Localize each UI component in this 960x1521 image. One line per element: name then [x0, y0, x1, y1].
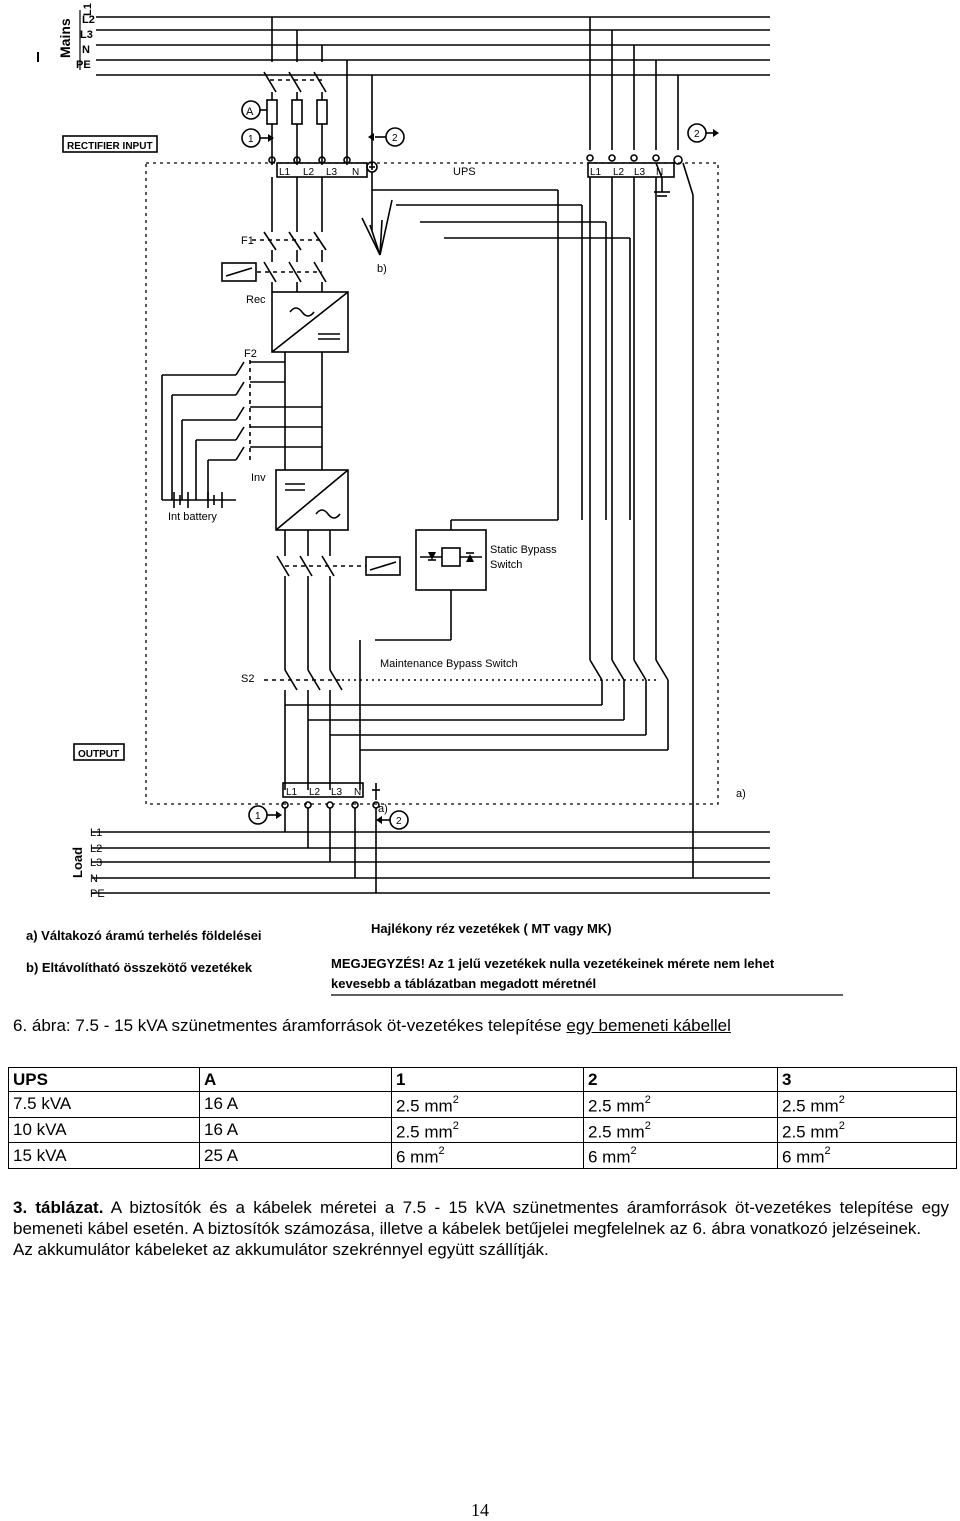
- rectifier-input-label: RECTIFIER INPUT: [67, 141, 153, 152]
- input-switch: [264, 17, 372, 165]
- note-a-label-right: a): [736, 788, 746, 800]
- static-bypass-label-2: Switch: [490, 559, 523, 571]
- bypass-input-switch: [590, 17, 678, 150]
- cell-value: 2.5 mm: [782, 1096, 839, 1116]
- mains-bus: [38, 10, 770, 75]
- legend-a: a) Váltakozó áramú terhelés földelései: [26, 928, 262, 943]
- megjegyzes-line1: MEGJEGYZÉS! Az 1 jelű vezetékek nulla vezetékeinek mérete nem lehet: [331, 956, 775, 971]
- mains-label-pe: PE: [76, 59, 91, 71]
- fuse-cable-table: [8, 1067, 957, 1169]
- terminal-bypass-l3: L3: [634, 167, 646, 178]
- terminal-bypass-n: N: [656, 167, 664, 178]
- page-number: 14: [471, 1500, 489, 1520]
- cell-2: [584, 1092, 778, 1118]
- cell-a: 16 A: [200, 1117, 392, 1143]
- cell-value: 2.5 mm: [782, 1122, 839, 1142]
- bypass-lines: [362, 172, 656, 660]
- header-ups: UPS: [9, 1068, 200, 1092]
- terminal-out-l2: L2: [309, 787, 321, 798]
- rectifier: [272, 292, 348, 352]
- cell-sup: 2: [838, 1119, 845, 1132]
- battery-note: Az akkumulátor kábeleket az akkumulátor szekrénnyel együtt szállítják.: [13, 1240, 549, 1259]
- header-3: 3: [778, 1068, 957, 1092]
- terminal-out-n: N: [354, 787, 362, 798]
- load-label-l2: L2: [90, 843, 103, 855]
- ups-label: UPS: [453, 166, 476, 178]
- load-label-pe: PE: [90, 888, 105, 900]
- output-label: OUTPUT: [78, 749, 120, 760]
- cell-1: [392, 1143, 584, 1169]
- flex-copper-note: Hajlékony réz vezetékek ( MT vagy MK): [371, 921, 612, 936]
- int-battery-label: Int battery: [168, 511, 217, 523]
- marker-2-right: 2: [694, 129, 700, 140]
- cell-3: [778, 1143, 957, 1169]
- cell-ups: 10 kVA: [9, 1117, 200, 1143]
- bypass-terminals: [587, 155, 693, 870]
- mains-label-n: N: [82, 44, 90, 56]
- f1-switch: [222, 177, 326, 292]
- cell-ups: 7.5 kVA: [9, 1092, 200, 1118]
- cell-2: [584, 1143, 778, 1169]
- header-2: 2: [584, 1068, 778, 1092]
- cell-1: [392, 1117, 584, 1143]
- cell-1: [392, 1092, 584, 1118]
- mains-title: Mains: [57, 18, 73, 58]
- header-1: 1: [392, 1068, 584, 1092]
- cell-value: 2.5 mm: [396, 1096, 453, 1116]
- load-label-n: N: [90, 873, 98, 885]
- marker-2-bottom: 2: [396, 816, 402, 827]
- static-bypass-switch: [375, 520, 558, 640]
- terminal-bypass-l2: L2: [613, 167, 625, 178]
- terminal-top-l2: L2: [303, 167, 315, 178]
- header-a: A: [200, 1068, 392, 1092]
- static-bypass-label-1: Static Bypass: [490, 544, 557, 556]
- cell-a: 25 A: [200, 1143, 392, 1169]
- terminal-top-l3: L3: [326, 167, 338, 178]
- cell-sup: 2: [838, 1094, 845, 1106]
- figure-caption: [13, 1016, 731, 1036]
- cell-value: 6 mm: [782, 1147, 825, 1167]
- cell-ups: 15 kVA: [9, 1143, 200, 1169]
- f2-label: F2: [244, 348, 257, 360]
- inv-label: Inv: [251, 472, 266, 484]
- table-note: [13, 1197, 949, 1260]
- load-label-l1: L1: [90, 827, 103, 839]
- inverter: [276, 470, 348, 530]
- cell-sup: 2: [452, 1119, 459, 1132]
- table-row: [9, 1117, 957, 1143]
- table-header-row: [9, 1068, 957, 1092]
- cell-sup: 2: [644, 1094, 651, 1106]
- cell-value: 6 mm: [396, 1147, 439, 1167]
- cell-value: 2.5 mm: [588, 1096, 645, 1116]
- cell-2: [584, 1117, 778, 1143]
- mains-label-l2: L2: [82, 14, 95, 26]
- note-b-label: b): [377, 263, 387, 275]
- marker-1-bottom: 1: [255, 811, 261, 822]
- mains-label-l1: L1: [82, 3, 94, 16]
- cell-sup: 2: [824, 1145, 831, 1158]
- caption-text: 6. ábra: 7.5 - 15 kVA szünetmentes áramforrások öt-vezetékes telepítése: [13, 1016, 567, 1035]
- cell-sup: 2: [452, 1094, 459, 1106]
- f1-label: F1: [241, 235, 254, 247]
- marker-2-top: 2: [392, 133, 398, 144]
- terminal-bypass-l1: L1: [590, 167, 602, 178]
- mains-label-l3: L3: [80, 29, 93, 41]
- terminal-out-l3: L3: [331, 787, 343, 798]
- table-note-paragraph: [13, 1197, 949, 1239]
- table-note-text: A biztosítók és a kábelek méretei a 7.5 - 15 kVA szünetmentes áramforrások öt-vezetékes telepítése egy bemeneti kábel esetén. A biztosítók számozása, illetve a kábelek betűjelei megfelelnek az 6. ábra vonatkozó jelzéseinek.: [13, 1198, 950, 1238]
- inverter-output-switch: [277, 530, 400, 670]
- marker-a: A: [246, 106, 254, 118]
- load-title: Load: [70, 846, 85, 878]
- dc-bus: [162, 352, 322, 500]
- table-row: [9, 1143, 957, 1169]
- int-battery: [162, 492, 236, 508]
- maintenance-bypass-label: Maintenance Bypass Switch: [380, 658, 518, 670]
- terminal-out-l1: L1: [286, 787, 298, 798]
- caption-underlined: egy bemeneti kábellel: [566, 1016, 731, 1035]
- cell-sup: 2: [438, 1145, 445, 1158]
- terminal-top-n: N: [352, 167, 360, 178]
- table-note-label: 3. táblázat.: [13, 1198, 104, 1217]
- cell-value: 2.5 mm: [396, 1122, 453, 1142]
- cell-sup: 2: [630, 1145, 637, 1158]
- rec-label: Rec: [246, 294, 266, 306]
- ups-enclosure: [146, 163, 718, 804]
- cell-3: [778, 1117, 957, 1143]
- s2-label: S2: [241, 673, 255, 685]
- cell-3: [778, 1092, 957, 1118]
- table-row: [9, 1092, 957, 1118]
- marker-1-top: 1: [248, 134, 254, 145]
- cell-a: 16 A: [200, 1092, 392, 1118]
- note-a-label-out: a): [378, 803, 388, 815]
- cell-value: 6 mm: [588, 1147, 631, 1167]
- cell-sup: 2: [644, 1119, 651, 1132]
- load-bus: [92, 808, 770, 893]
- load-label-l3: L3: [90, 857, 103, 869]
- legend-b: b) Eltávolítható összekötő vezetékek: [26, 960, 253, 975]
- terminal-top-l1: L1: [279, 167, 291, 178]
- cell-value: 2.5 mm: [588, 1122, 645, 1142]
- megjegyzes-line2: kevesebb a táblázatban megadott méretnél: [331, 976, 597, 991]
